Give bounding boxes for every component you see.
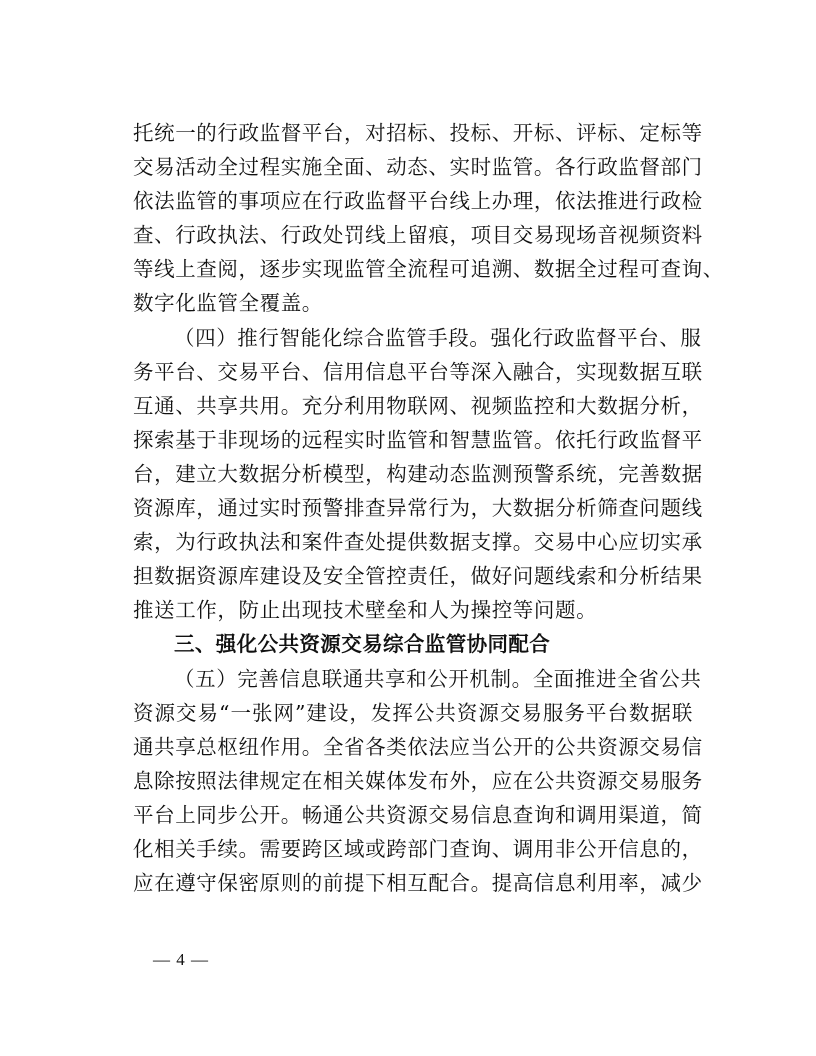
paragraph-line: 托统一的行政监督平台，对招标、投标、开标、评标、定标等 [133, 121, 703, 145]
paragraph-line: 交易活动全过程实施全面、动态、实时监管。各行政监督部门 [133, 155, 703, 180]
paragraph-line: 化相关手续。需要跨区域或跨部门查询、调用非公开信息的， [133, 836, 703, 861]
paragraph-line: 息除按照法律规定在相关媒体发布外，应在公共资源交易服务 [133, 768, 703, 793]
paragraph-line: （四）推行智能化综合监管手段。强化行政监督平台、服 [174, 325, 702, 350]
paragraph-line: 资源交易“一张网”建设，发挥公共资源交易服务平台数据联 [133, 700, 693, 725]
paragraph-line: 等线上查阅，逐步实现监管全流程可追溯、数据全过程可查询、 [133, 257, 724, 282]
paragraph-line: 应在遵守保密原则的前提下相互配合。提高信息利用率，减少 [133, 871, 703, 896]
paragraph-line: 互通、共享共用。充分利用物联网、视频监控和大数据分析， [133, 393, 703, 418]
paragraph-line: 依法监管的事项应在行政监督平台线上办理，依法推进行政检 [133, 189, 703, 214]
paragraph-line: 探索基于非现场的远程实时监管和智慧监管。依托行政监督平 [133, 427, 703, 452]
paragraph-line: 查、行政执法、行政处罚线上留痕，项目交易现场音视频资料 [133, 223, 703, 248]
paragraph-line: 务平台、交易平台、信用信息平台等深入融合，实现数据互联 [133, 359, 703, 384]
page-number: — 4 — [153, 950, 209, 969]
paragraph-line: 平台上同步公开。畅通公共资源交易信息查询和调用渠道，简 [133, 802, 703, 827]
paragraph-line: 担数据资源库建设及安全管控责任，做好问题线索和分析结果 [133, 564, 703, 589]
paragraph-line: 台，建立大数据分析模型，构建动态监测预警系统，完善数据 [133, 461, 703, 486]
paragraph-line: （五）完善信息联通共享和公开机制。全面推进全省公共 [174, 666, 702, 691]
paragraph-line: 索，为行政执法和案件查处提供数据支撑。交易中心应切实承 [133, 530, 703, 555]
paragraph-line: 通共享总枢纽作用。全省各类依法应当公开的公共资源交易信 [133, 734, 703, 759]
paragraph-line: 推送工作，防止出现技术壁垒和人为操控等问题。 [133, 598, 598, 623]
paragraph-line: 数字化监管全覆盖。 [133, 291, 323, 316]
document-body [133, 116, 724, 900]
section-heading: 三、强化公共资源交易综合监管协同配合 [174, 632, 551, 657]
paragraph-line: 资源库，通过实时预警排查异常行为，大数据分析筛查问题线 [133, 496, 703, 521]
